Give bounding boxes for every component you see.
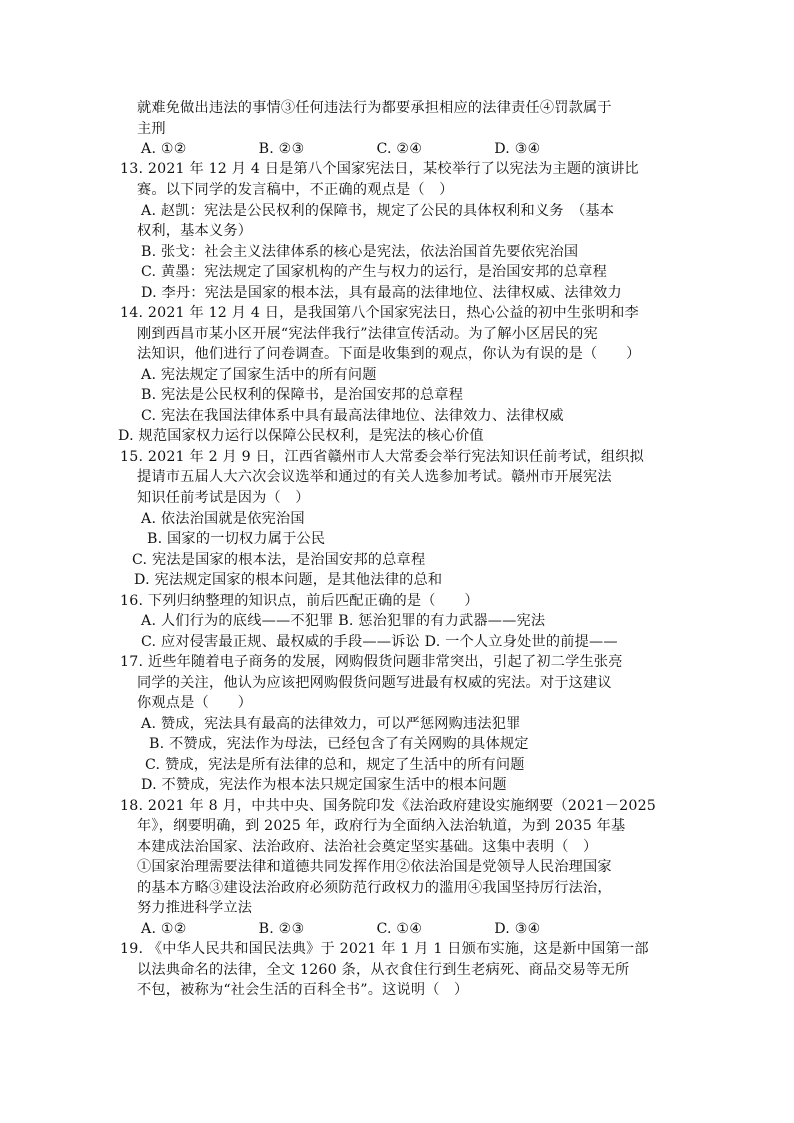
option-b: B. 张戈：社会主义法律体系的核心是宪法，依法治国首先要依宪治国	[141, 244, 579, 260]
option-d: D. 李丹：宪法是国家的根本法，具有最高的法律地位、法律权威、法律效力	[141, 285, 622, 301]
text-line: 不包，被称为“社会生活的百科全书”。这说明（ ）	[137, 982, 469, 998]
option-d: D. 规范国家权力运行以保障公民权利，是宪法的核心价值	[118, 428, 484, 444]
option-a: A. 宪法规定了国家生活中的所有问题	[141, 367, 377, 383]
text-line: 刚到西昌市某小区开展“宪法伴我行”法律宣传活动。为了解小区居民的宪	[137, 326, 598, 342]
text-line: 知识任前考试是因为（ ）	[137, 490, 310, 506]
statement-line: ①国家治理需要法律和道德共同发挥作用②依法治国是党领导人民治理国家	[137, 859, 612, 875]
option-b: B. 国家的一切权力属于公民	[147, 531, 326, 547]
question-14: 14. 2021 年 12 月 4 日，是我国第八个国家宪法日，热心公益的初中生张明和李	[120, 305, 639, 321]
answer-options: A. ①② B. ②③ C. ①④ D. ③④	[141, 921, 541, 937]
option-c: C. 宪法在我国法律体系中具有最高法律地位、法律效力、法律权威	[141, 408, 564, 424]
text-line: 以法典命名的法律，全文 1260 条，从衣食住行到生老病死、商品交易等无所	[137, 962, 630, 978]
text-line: 你观点是（ ）	[137, 695, 253, 711]
option-b: B. 宪法是公民权利的保障书，是治国安邦的总章程	[141, 387, 464, 403]
answer-options: A. ①② B. ②③ C. ②④ D. ③④	[141, 141, 541, 157]
option-a: A. 赵凯：宪法是公民权利的保障书，规定了公民的具体权利和义务 （基本	[141, 203, 615, 219]
statement-line: 努力推进科学立法	[137, 900, 253, 916]
text-line: 提请市五届人大六次会议选举和通过的有关人选参加考试。赣州市开展宪法	[137, 469, 612, 485]
text-line: 权利，基本义务）	[137, 223, 253, 239]
option-b: B. 不赞成，宪法作为母法，已经包含了有关网购的具体规定	[149, 736, 529, 752]
text-line: 就难免做出违法的事情③任何违法行为都要承担相应的法律责任④罚款属于	[137, 100, 612, 116]
option-d: D. 宪法规定国家的根本问题，是其他法律的总和	[134, 572, 443, 588]
question-17: 17. 近些年随着电子商务的发展，网购假货问题非常突出，引起了初二学生张亮	[120, 654, 623, 670]
options-c-d: C. 应对侵害最正规、最权威的手段——诉讼 D. 一个人立身处世的前提——	[141, 634, 618, 650]
option-c: C. 宪法是国家的根本法，是治国安邦的总章程	[132, 552, 426, 568]
question-13: 13. 2021 年 12 月 4 日是第八个国家宪法日，某校举行了以宪法为主题的演讲比	[120, 161, 639, 177]
option-d: D. 不赞成，宪法作为根本法只规定国家生活中的根本问题	[141, 777, 507, 793]
option-c: C. 赞成，宪法是所有法律的总和，规定了生活中的所有问题	[145, 757, 525, 773]
options-a-b: A. 人们行为的底线——不犯罪 B. 惩治犯罪的有力武器——宪法	[141, 613, 546, 629]
question-15: 15. 2021 年 2 月 9 日，江西省赣州市人大常委会举行宪法知识任前考试，组织拟	[120, 449, 645, 465]
option-a: A. 赞成，宪法具有最高的法律效力，可以严惩网购违法犯罪	[141, 716, 521, 732]
option-c: C. 黄墨：宪法规定了国家机构的产生与权力的运行，是治国安邦的总章程	[141, 264, 607, 280]
statement-line: 的基本方略③建设法治政府必须防范行政权力的滥用④我国坚持厉行法治，	[137, 880, 612, 896]
text-line: 赛。以下同学的发言稿中，不正确的观点是（ ）	[137, 182, 454, 198]
option-a: A. 依法治国就是依宪治国	[141, 511, 305, 527]
text-line: 年》，纲要明确，到 2025 年，政府行为全面纳入法治轨道，为到 2035 年基	[137, 818, 626, 834]
question-18: 18. 2021 年 8 月，中共中央、国务院印发《法治政府建设实施纲要（2021－2025	[120, 798, 657, 814]
text-line: 同学的关注，他认为应该把网购假货问题写进最有权威的宪法。对于这建议	[137, 675, 612, 691]
text-line: 主刑	[137, 121, 166, 137]
text-line: 法知识，他们进行了问卷调查。下面是收集到的观点，你认为有误的是（ ）	[137, 346, 641, 362]
question-16: 16. 下列归纳整理的知识点，前后匹配正确的是（ ）	[120, 593, 479, 609]
question-19: 19. 《中华人民共和国民法典》于 2021 年 1 月 1 日颁布实施，这是新中国第一部	[120, 941, 649, 957]
text-line: 本建成法治国家、法治政府、法治社会奠定坚实基础。这集中表明（ ）	[137, 839, 598, 855]
